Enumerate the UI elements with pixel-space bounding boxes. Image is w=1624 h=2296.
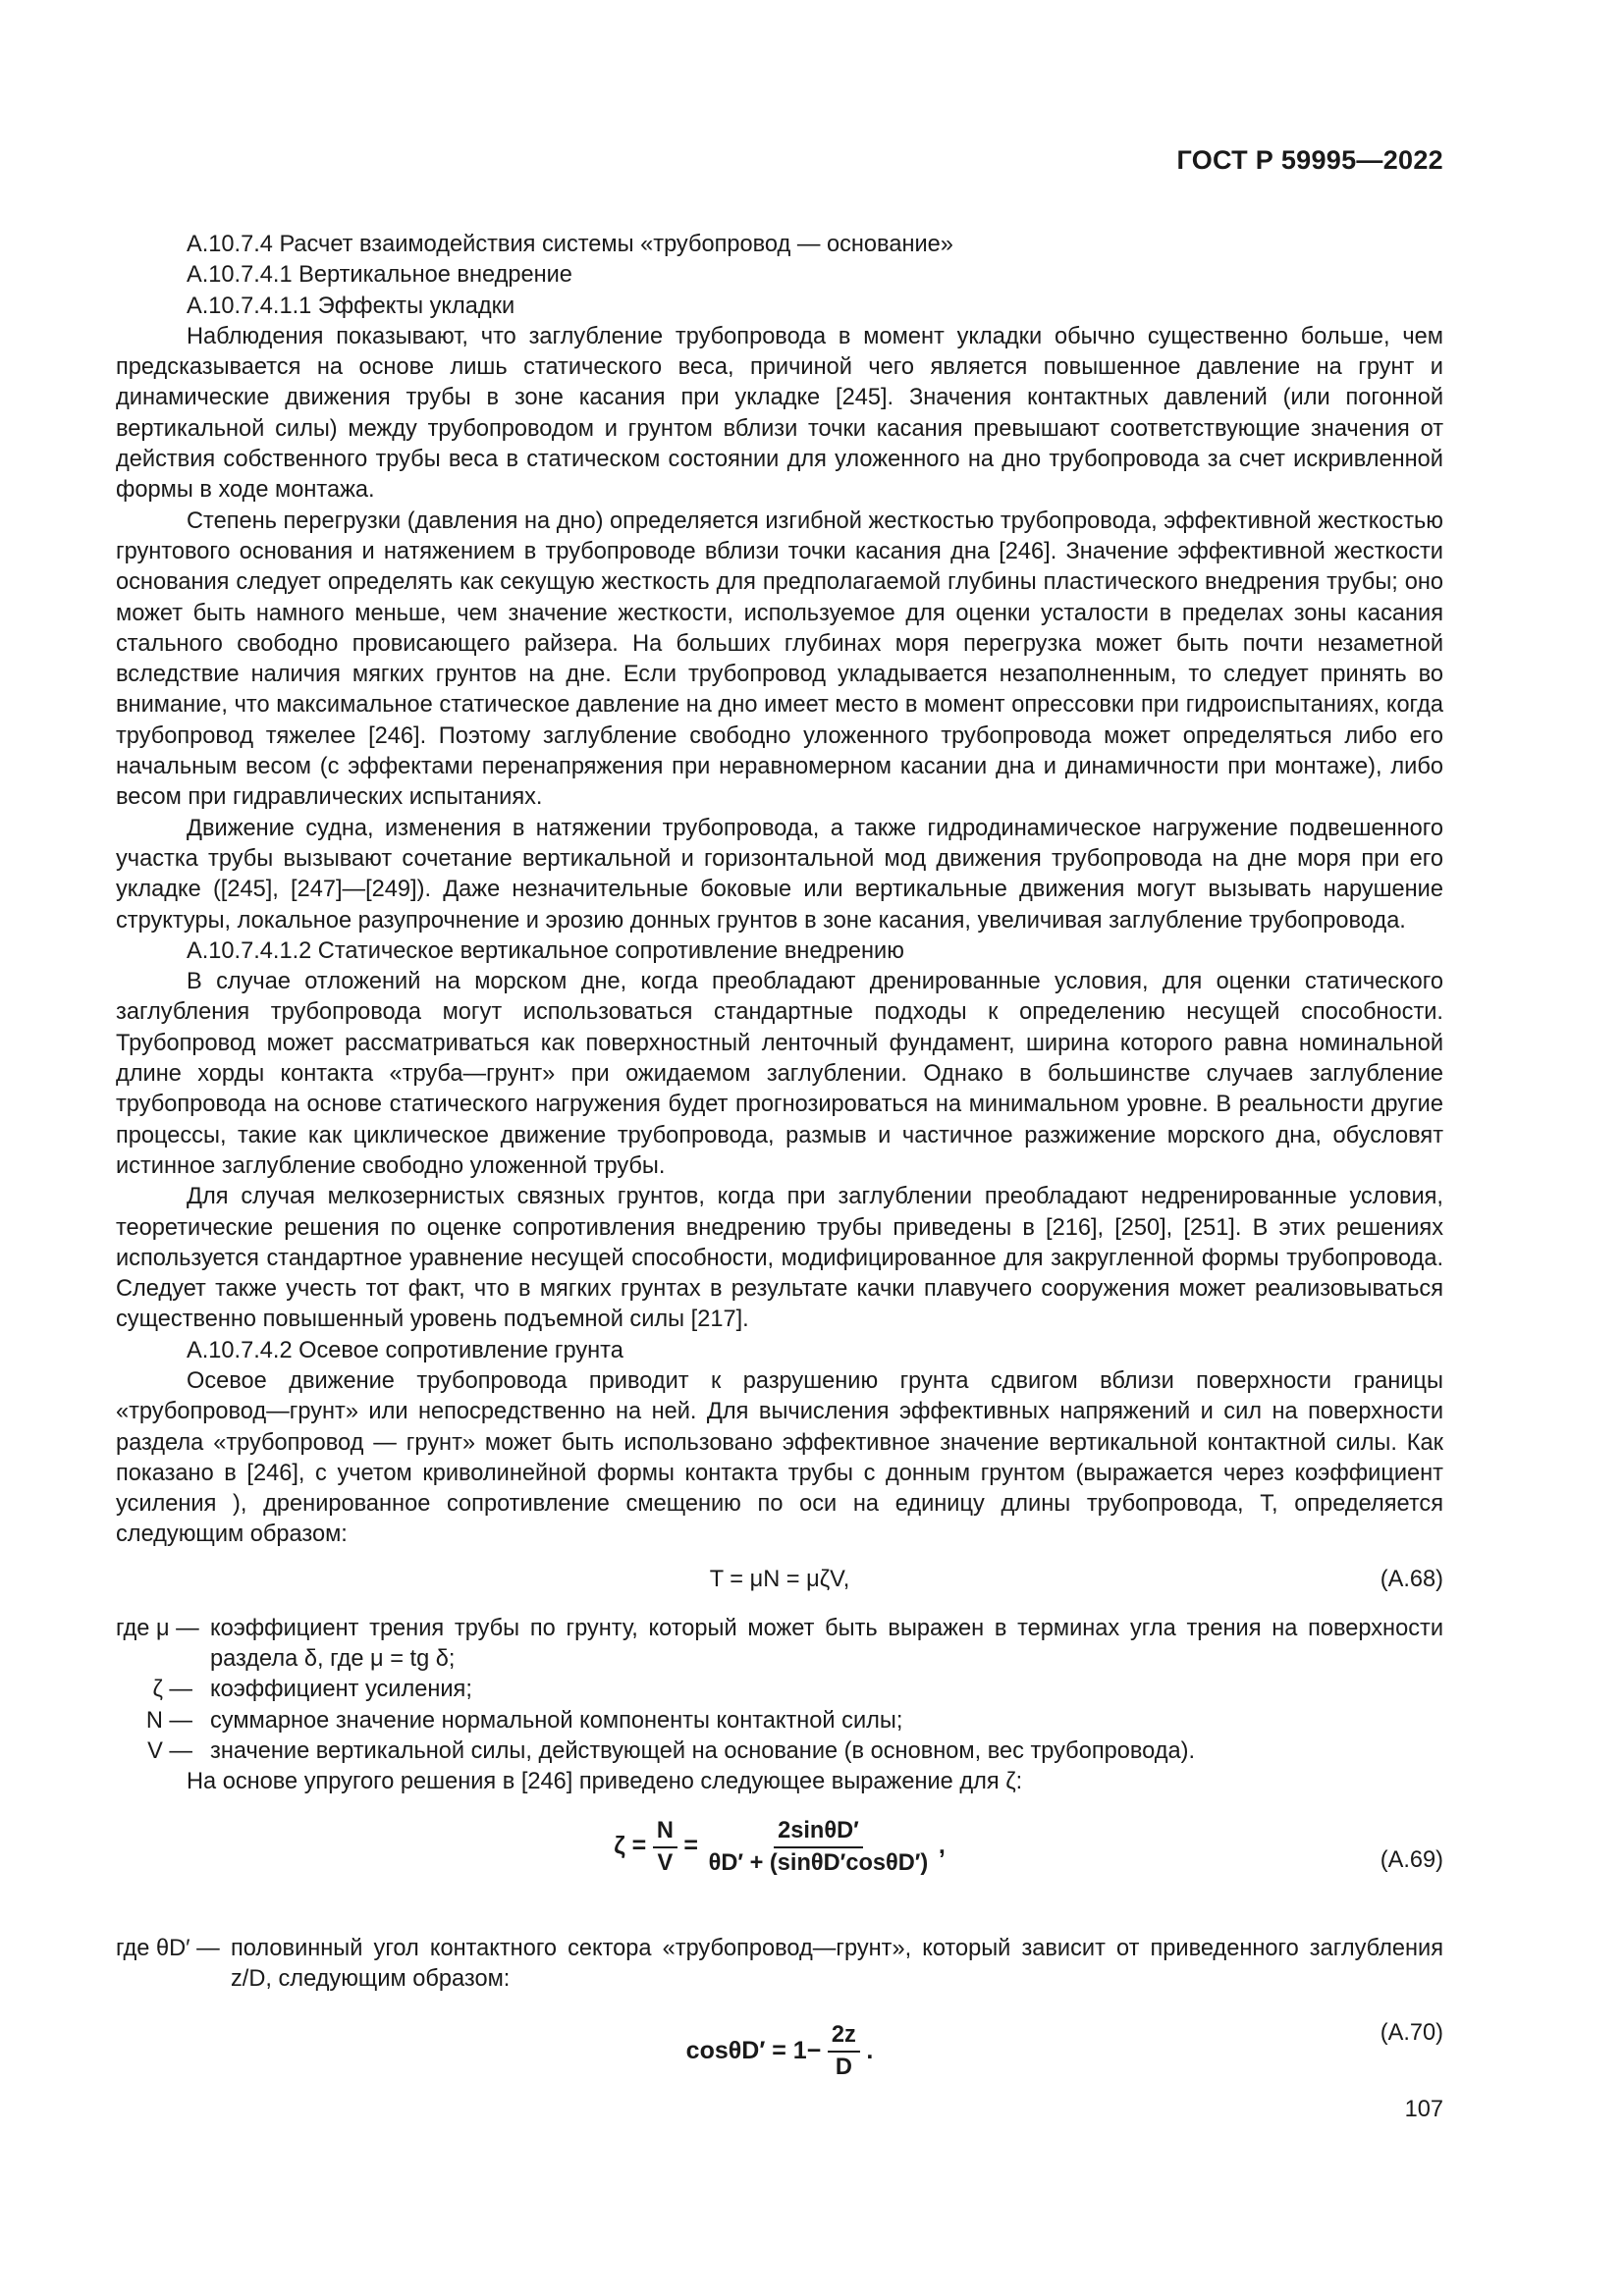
definition-symbol: N —	[145, 1707, 192, 1734]
document-code: ГОСТ Р 59995—2022	[1176, 145, 1443, 175]
subsubsection-heading: А.10.7.4.1.2 Статическое вертикальное сопротивление внедрению	[187, 937, 904, 964]
paragraph: В случае отложений на морском дне, когда преобладают дренированные условия, для оценки статического заглубления трубопровода могут использоваться стандартные подходы к определению несущей способности. Трубопровод может рассматриваться как поверхностный ленточный фундамент, ширина которого равна номинальной длине хорды контакта «труба—грунт» при ожидаемом заглублении. Однако в большинстве случаев заглубление трубопровода на основе статического нагружения будет прогнозироваться на минимальном уровне. В реальности другие процессы, такие как циклическое движение трубопровода, размыв и частичное разжижение морского дна, обусловят истинное заглубление свободно уложенной трубы.	[116, 969, 1443, 1179]
formula-lhs: ζ =	[614, 1831, 647, 1859]
subsection-heading: А.10.7.4.2 Осевое сопротивление грунта	[187, 1337, 623, 1363]
formula-expression	[116, 1818, 1443, 1877]
definition-text: коэффициент трения трубы по грунту, который может быть выражен в терминах угла трения на поверхности раздела δ, где μ = tg δ;	[210, 1615, 1443, 1673]
definition-text: половинный угол контактного сектора «трубопровод—грунт», который зависит от приведенного заглубления z/D, следующим образом:	[231, 1935, 1443, 1992]
denominator: D	[835, 2055, 852, 2081]
formula-tail: .	[866, 2036, 874, 2064]
fraction-n-over-v	[653, 1818, 677, 1877]
formula-number: (А.69)	[1380, 1846, 1443, 1873]
definition-item	[116, 1706, 1443, 1736]
definition-item	[116, 1934, 1443, 1996]
document-body	[116, 230, 1443, 2097]
definition-symbol: где θD′ —	[116, 1935, 220, 1961]
formula-expression	[116, 2022, 1443, 2081]
definition-text: значение вертикальной силы, действующей на основание (в основном, вес трубопровода).	[210, 1737, 1196, 1764]
numerator: 2sinθD′	[774, 1818, 863, 1848]
denominator: θD′ + (sinθD′cosθD′)	[708, 1849, 929, 1876]
formula-number: (А.70)	[1380, 2020, 1443, 2047]
formula-number: (А.68)	[1380, 1566, 1443, 1592]
definition-text: коэффициент усиления;	[210, 1677, 472, 1703]
paragraph: Для случая мелкозернистых связных грунтов, когда при заглублении преобладают недренированные условия, теоретические решения по оценке сопротивления внедрению трубы приведены в [216], [250], [251]. В этих решениях используется стандартное уравнение несущей способности, модифицированное для закругленной формы трубопровода. Следует также учесть тот факт, что в мягких грунтах в результате качки плавучего сооружения может реализовываться существенно повышенный уровень подъемной силы [217].	[116, 1184, 1443, 1333]
subsection-heading: А.10.7.4.1 Вертикальное внедрение	[187, 262, 572, 289]
formula-a70	[116, 2016, 1443, 2087]
numerator: N	[653, 1818, 677, 1848]
document-page	[116, 0, 1443, 2296]
definition-item	[116, 1675, 1443, 1705]
paragraph: Движение судна, изменения в натяжении трубопровода, а также гидродинамическое нагружение подвешенного участка трубы вызывают сочетание вертикальной и горизонтальной мод движения трубопровода на дне моря при его укладке ([245], [247]—[249]). Даже незначительные боковые или вертикальные движения могут вызывать нарушение структуры, локальное разупрочнение и эрозию донных грунтов в зоне касания, увеличивая заглубление трубопровода.	[116, 815, 1443, 934]
definition-item	[116, 1614, 1443, 1676]
symbol-definitions	[116, 1934, 1443, 1996]
page-number: 107	[1404, 2097, 1443, 2122]
fraction-sin-ratio	[705, 1818, 933, 1877]
formula-a69	[116, 1812, 1443, 1912]
formula-expression: T = μN = μζV,	[709, 1566, 850, 1592]
subsubsection-heading: А.10.7.4.1.1 Эффекты укладки	[187, 293, 515, 319]
paragraph: На основе упругого решения в [246] приведено следующее выражение для ζ:	[187, 1769, 1023, 1795]
denominator: V	[657, 1849, 674, 1876]
paragraph: Степень перегрузки (давления на дно) определяется изгибной жесткостью трубопровода, эффективной жесткостью грунтового основания и натяжением в трубопроводе вблизи точки касания дна [246]. Значение эффективной жесткости основания следует определять как секущую жесткость для предполагаемой глубины пластического внедрения трубы; оно может быть намного меньше, чем значение жесткости, используемое для оценки усталости в пределах зоны касания стального свободно провисающего райзера. На больших глубинах моря перегрузка может быть почти незаметной вследствие наличия мягких грунтов на дне. Если трубопровод укладывается незаполненным, то следует принять во внимание, что максимальное статическое давление на дно имеет место в момент опрессовки при гидроиспытаниях, когда трубопровод тяжелее [246]. Поэтому заглубление свободно уложенного трубопровода может определяться либо его начальным весом (с эффектами перенапряжения при неравномерном касании дна и динамичности при монтаже), либо весом при гидравлических испытаниях.	[116, 507, 1443, 811]
formula-tail: ,	[938, 1831, 946, 1859]
section-heading: А.10.7.4 Расчет взаимодействия системы «трубопровод — основание»	[187, 232, 953, 257]
definition-symbol: ζ —	[152, 1677, 192, 1703]
numerator: 2z	[828, 2022, 860, 2053]
definition-symbol: где μ —	[116, 1615, 199, 1641]
definition-symbol: V —	[147, 1737, 192, 1764]
symbol-definitions	[116, 1614, 1443, 1767]
formula-a68	[116, 1559, 1443, 1604]
equals-sign: =	[683, 1831, 699, 1859]
paragraph: Наблюдения показывают, что заглубление трубопровода в момент укладки обычно существенно больше, чем предсказывается на основе лишь статического веса, причиной чего является повышенное давление на грунт и динамические движения трубы в зоне касания при укладке [245]. Значения контактных давлений (или погонной вертикальной силы) между трубопроводом и грунтом вблизи точки касания превышают соответствующие значения от действия собственного трубы веса в статическом состоянии для уложенного на дно трубопровода за счет искривленной формы в ходе монтажа.	[116, 323, 1443, 504]
paragraph: Осевое движение трубопровода приводит к разрушению грунта сдвигом вблизи поверхности границы «трубопровод—грунт» или непосредственно на ней. Для вычисления эффективных напряжений и сил на поверхности раздела «трубопровод — грунт» может быть использовано эффективное значение вертикальной контактной силы. Как показано в [246], с учетом криволинейной формы контакта трубы с донным грунтом (выражается через коэффициент усиления ), дренированное сопротивление смещению по оси на единицу длины трубопровода, T, определяется следующим образом:	[116, 1367, 1443, 1548]
definition-text: суммарное значение нормальной компоненты контактной силы;	[210, 1707, 903, 1734]
formula-lhs: cosθD′ = 1−	[685, 2036, 822, 2064]
fraction-2z-over-d	[828, 2022, 860, 2081]
definition-item	[116, 1736, 1443, 1767]
